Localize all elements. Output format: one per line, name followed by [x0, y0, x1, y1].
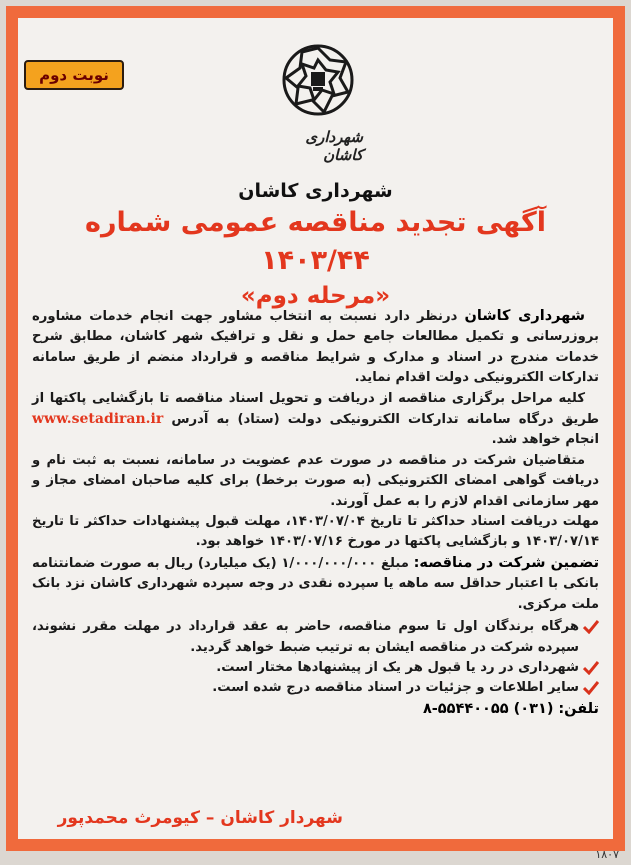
intro-text: درنظر دارد نسبت به انتخاب مشاور جهت انجام خدمات مشاوره بروزرسانی و تکمیل مطالعات جامع حمل و نقل و ترافیک شهر کاشان، مطابق شرح خدمات مندرج در اسناد و مدارک و شرایط مناقصه و قرارداد منضم از طریق سامانه تدارکات الکترونیکی دولت اقدام نماید. [32, 309, 599, 386]
paragraph-registration: متقاضیان شرکت در مناقصه در صورت عدم عضویت در سامانه، نسبت به ثبت نام و دریافت گواهی امضای الکترونیکی (به صورت برخط) برای کلیه صاحبان امضای مجاز و مهر سازمانی اقدام لازم را به عمل آورند. [32, 452, 599, 509]
note-text: هرگاه برندگان اول تا سوم مناقصه، حاضر به عقد قرارداد در مهلت مقرر نشوند، سپرده شرکت در مناقصه ایشان به ترتیب ضبط خواهد گردید. [32, 619, 579, 655]
paragraph-deadlines: مهلت دریافت اسناد حداکثر تا تاریخ ۱۴۰۳/۰۷/۰۴، مهلت قبول پیشنهادات حداکثر تا تاریخ ۱۴۰۳/۰۷/۱۴ و بازگشایی پاکتها در مورخ ۱۴۰۳/۰۷/۱۶ خواهد بود. [32, 514, 599, 550]
check-icon [583, 620, 599, 634]
mayor-signature: شهردار کاشان – کیومرث محمدپور [57, 808, 343, 828]
header [34, 180, 597, 312]
tender-title: آگهی تجدید مناقصه عمومی شماره ۱۴۰۳/۴۴ [85, 207, 546, 276]
note-text: شهرداری در رد یا قبول هر یک از پیشنهادها مختار است. [216, 659, 579, 675]
guarantee-text: مبلغ ۱/۰۰۰/۰۰۰/۰۰۰ (یک میلیارد) ریال به صورت ضمانتنامه بانکی با اعتبار حداقل سه ماهه یا سپرده نقدی در وجه سپرده شهرداری کاشان نزد بانک ملت مرکزی. [32, 555, 599, 612]
list-item [32, 617, 599, 658]
phone-label: تلفن: [558, 700, 599, 717]
paragraph-intro [32, 306, 599, 389]
badge-label: نوبت دوم [39, 66, 109, 84]
ad-content [18, 18, 613, 839]
process-tail: انجام خواهد شد. [491, 432, 599, 448]
phone-line [32, 699, 599, 719]
org-title: شهرداری کاشان [238, 180, 393, 202]
reference-number: ۱۸۰۷ [595, 848, 619, 861]
paragraph-process [32, 389, 599, 451]
ad-frame [6, 6, 625, 851]
stage-title: «مرحله دوم» [240, 283, 391, 309]
list-item [32, 658, 599, 678]
second-round-badge [24, 60, 124, 90]
paragraph-guarantee [32, 553, 599, 615]
logo [273, 40, 363, 170]
process-text: کلیه مراحل برگزاری مناقصه از دریافت و تحویل اسناد مناقصه تا بازگشایی پاکتها از طریق درگاه سامانه تدارکات الکترونیکی دولت (ستاد) به آدرس [32, 390, 599, 428]
guarantee-lead: تضمین شرکت در مناقصه: [413, 554, 600, 571]
ad-body [32, 306, 599, 719]
phone-number: ۸-۵۵۴۴۰۰۵۵ (۰۳۱) [422, 700, 554, 717]
check-icon [583, 661, 599, 675]
notes-list [32, 617, 599, 699]
municipality-logo-icon [278, 40, 358, 126]
note-text: سایر اطلاعات و جزئیات در اسناد مناقصه درج شده است. [212, 680, 579, 696]
intro-lead: شهرداری کاشان [464, 308, 586, 324]
setad-link[interactable]: www.setadiran.ir [32, 411, 164, 428]
logo-caption: شهرداری کاشان [305, 128, 363, 164]
list-item [32, 678, 599, 698]
check-icon [583, 681, 599, 695]
